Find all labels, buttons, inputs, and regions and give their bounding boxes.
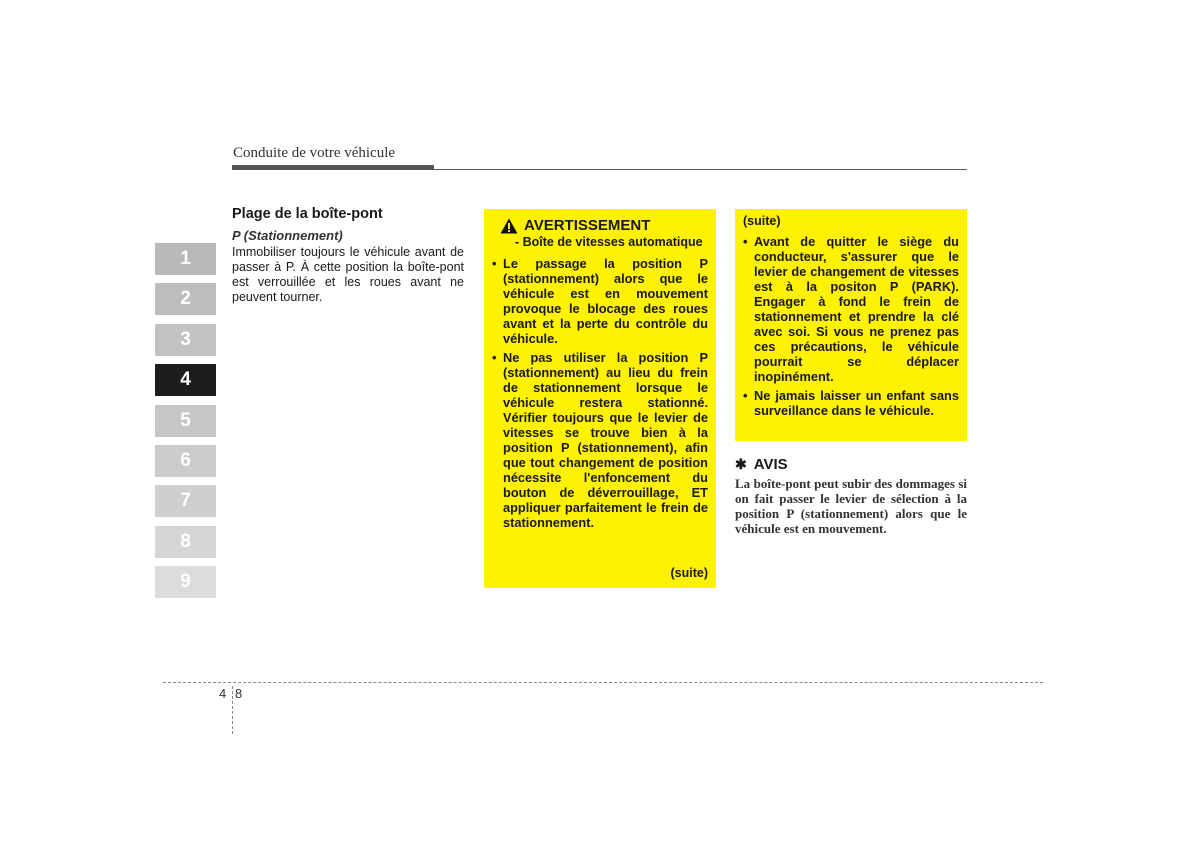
warning-cont-bullet-list: [743, 234, 959, 418]
chapter-tab-1[interactable]: 1: [155, 243, 216, 275]
page-index: 8: [235, 686, 243, 701]
chapter-tabs: [155, 243, 216, 607]
section-title: Plage de la boîte-pont: [232, 206, 383, 222]
chapter-tab-7[interactable]: 7: [155, 485, 216, 517]
warning-heading: [492, 217, 708, 234]
chapter-tab-6[interactable]: 6: [155, 445, 216, 477]
chapter-tab-3[interactable]: 3: [155, 324, 216, 356]
continued-label: (suite): [743, 214, 781, 228]
warning-box: [484, 209, 716, 588]
page-number: [219, 686, 242, 701]
header-rule: [232, 169, 967, 170]
notice-heading: [735, 456, 967, 473]
chapter-tab-4-active[interactable]: 4: [155, 364, 216, 396]
page-chapter: 4: [219, 686, 227, 701]
warning-cont-bullet: • Avant de quitter le siège du conducteur, s'assurer que le levier de changement de vitesses est à la positon P (PARK). Engager à fond le frein de stationnement et prendre la clé avec soi. Si vous ne prenez pas ces précautions, le véhicule pourrait se déplacer inopinément.: [743, 234, 959, 384]
warning-title: AVERTISSEMENT: [524, 217, 651, 234]
warning-triangle-icon: [500, 218, 518, 234]
warning-bullet: • Ne pas utiliser la position P (stationnement) au lieu du frein de stationnement lorsque le véhicule restera stationné. Vérifier toujours que le levier de vitesses se trouve bien à la position P (stationnement), afin que tout changement de position nécessite l'enfoncement du bouton de déverrouillage, ET appliquer parfaitement le frein de stationnement.: [492, 350, 708, 530]
notice-star-icon: ✱: [735, 456, 747, 472]
warning-cont-bullet: • Ne jamais laisser un enfant sans surveillance dans le véhicule.: [743, 388, 959, 418]
section-body: Immobiliser toujours le véhicule avant de passer à P. À cette position la boîte-pont est verrouillée et les roues avant ne peuvent tourner.: [232, 245, 464, 304]
page-header-title: Conduite de votre véhicule: [233, 145, 396, 161]
chapter-tab-8[interactable]: 8: [155, 526, 216, 558]
section-column: [232, 206, 464, 305]
chapter-tab-2[interactable]: 2: [155, 283, 216, 315]
warning-continued-box: [735, 209, 967, 441]
warning-bullet-list: [492, 256, 708, 530]
chapter-tab-5[interactable]: 5: [155, 405, 216, 437]
chapter-tab-9[interactable]: 9: [155, 566, 216, 598]
notice-text: La boîte-pont peut subir des dommages si on fait passer le levier de sélection à la position P (stationnement) alors que le véhicule est en mouvement.: [735, 476, 967, 536]
notice-block: [735, 456, 967, 536]
warning-subtitle: - Boîte de vitesses automatique: [515, 235, 703, 249]
section-subtitle: P (Stationnement): [232, 228, 343, 243]
warning-bullet: • Le passage la position P (stationnement) alors que le véhicule est en mouvement provoque le blocage des roues avant et la perte du contrôle du véhicule.: [492, 256, 708, 346]
notice-title: AVIS: [753, 456, 788, 473]
footer-rule: [163, 682, 1043, 683]
warning-continued-label: (suite): [670, 566, 708, 580]
